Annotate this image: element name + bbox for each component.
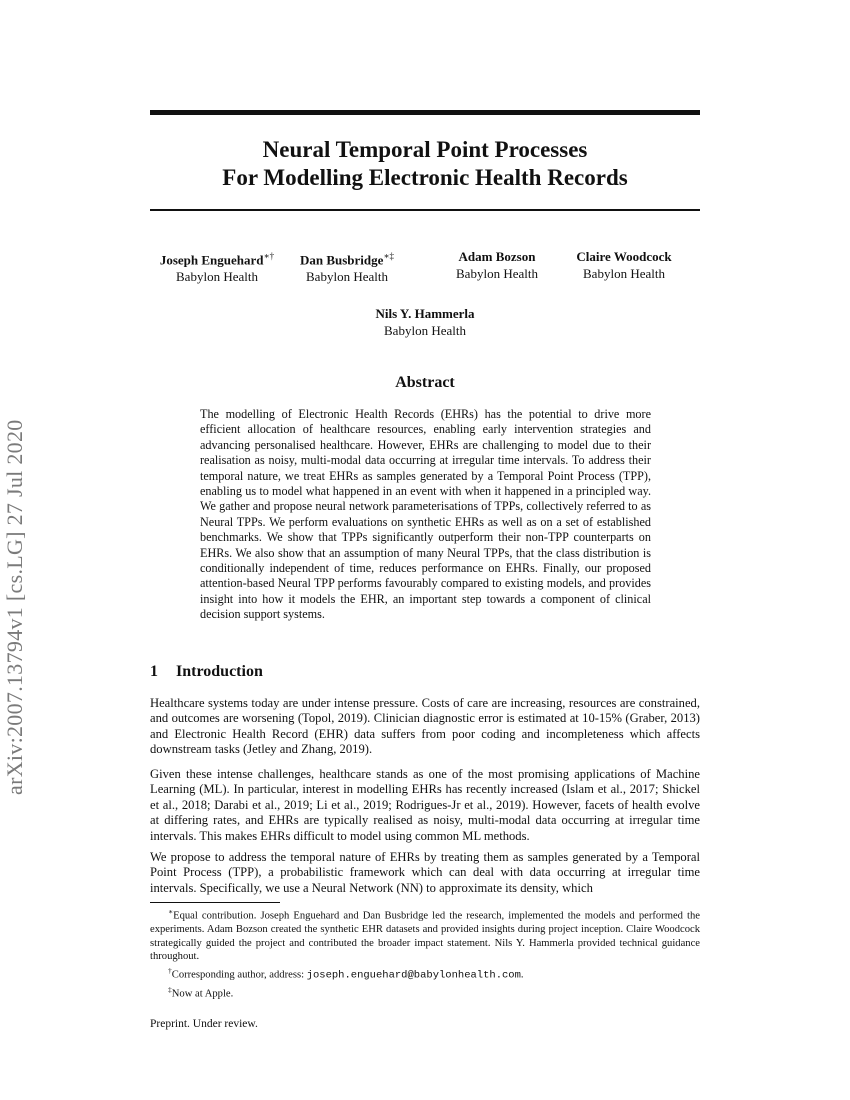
title-bottom-rule: [150, 209, 700, 211]
footnote-corresponding-author: [150, 964, 700, 983]
footnote-equal-contribution: [150, 905, 700, 964]
footnote-text: Now at Apple.: [171, 988, 234, 1000]
author-name: Dan Busbridge: [299, 252, 384, 268]
title-line-1: Neural Temporal Point Processes: [262, 137, 588, 162]
intro-paragraph-1: Healthcare systems today are under intense pressure. Costs of care are increasing, resources are constrained, and outcomes are worsening (Topol, 2019). Clinician diagnostic error is estimated at 10-15% (Graber, 2013) and Electronic Health Record (EHR) data suffers from poor coding and incompleteness which affects downstream tasks (Jetley and Zhang, 2019).: [150, 696, 700, 757]
paper-title: [150, 136, 700, 192]
author-marks: ∗‡: [383, 251, 395, 261]
author-affiliation: Babylon Health: [384, 323, 466, 338]
author-marks: ∗†: [263, 251, 275, 261]
footnote-mark: ‡: [168, 985, 172, 995]
abstract-text: The modelling of Electronic Health Records (EHRs) has the potential to drive more efficient allocation of healthcare resources, enabling early intervention strategies and advancing personalised healthcare. However, EHRs are challenging to model due to their realisation as noisy, multi-modal data occurring at irregular time intervals. To address their temporal nature, we treat EHRs as samples generated by a Temporal Point Process (TPP), enabling us to model what happened in an event with when it happened in a principled way. We gather and propose neural network parameterisations of TPPs, collectively referred to as Neural TPPs. We perform evaluations on synthetic EHRs as well as on a set of established benchmarks. We show that TPPs significantly outperform their non-TPP counterparts on EHRs. We also show that an assumption of many Neural TPPs, that the class distribution is conditionally independent of time, reduces performance on EHRs. Finally, our proposed attention-based Neural TPP performs favourably compared to existing models, and provides insight into how it models the EHR, an important step towards a component of clinical decision support systems.: [200, 407, 651, 622]
footnote-rule: [150, 902, 280, 903]
footnotes: [150, 905, 700, 1001]
preprint-note: Preprint. Under review.: [150, 1018, 258, 1030]
author-1: [142, 248, 292, 285]
author-5: [350, 305, 500, 339]
section-number: 1: [150, 663, 158, 680]
author-name: Claire Woodcock: [576, 249, 672, 264]
footnote-email: joseph.enguehard@babylonhealth.com: [306, 969, 521, 982]
intro-paragraph-3: We propose to address the temporal nature of EHRs by treating them as samples generated by a Temporal Point Process (TPP), a probabilistic framework which can deal with data occurring at irregular time intervals. Specifically, we use a Neural Network (NN) to approximate its density, which: [150, 850, 700, 895]
author-affiliation: Babylon Health: [583, 266, 665, 281]
footnote-now-at-apple: [150, 983, 700, 1001]
footnote-mark: ∗: [168, 907, 174, 916]
author-name: Nils Y. Hammerla: [375, 306, 475, 321]
footnote-end: .: [520, 969, 524, 981]
abstract-heading: Abstract: [395, 374, 455, 391]
author-affiliation: Babylon Health: [176, 269, 258, 285]
intro-paragraph-2: Given these intense challenges, healthcare stands as one of the most promising applications of Machine Learning (ML). In particular, interest in modelling EHRs has recently increased (Islam et al., 2017; Shickel et al., 2018; Darabi et al., 2019; Li et al., 2019; Rodrigues-Jr et al., 2019). However, facets of health evolve at differing rates, and EHRs are typically realised as noisy, multi-modal data occurring at irregular time intervals. This makes EHRs difficult to model using common ML methods.: [150, 767, 700, 843]
author-name: Joseph Enguehard: [159, 252, 264, 268]
author-name: Adam Bozson: [458, 249, 536, 264]
title-line-2: For Modelling Electronic Health Records: [222, 165, 628, 190]
author-2: [272, 248, 422, 285]
section-heading: [150, 663, 700, 681]
section-title: Introduction: [176, 663, 263, 680]
author-affiliation: Babylon Health: [456, 266, 538, 281]
footnote-mark: †: [168, 965, 172, 975]
footnote-text: Equal contribution. Joseph Enguehard and Dan Busbridge led the research, implemented the models and performed the experiments. Adam Bozson created the synthetic EHR datasets and provided insights during project inception. Claire Woodcock strategically guided the project and contributed the broader impact statement. Nils Y. Hammerla provided technical guidance throughout.: [150, 910, 700, 963]
author-affiliation: Babylon Health: [306, 269, 388, 285]
footnote-text: Corresponding author, address:: [171, 969, 307, 981]
author-4: [549, 248, 699, 282]
arxiv-stamp: arXiv:2007.13794v1 [cs.LG] 27 Jul 2020: [2, 419, 27, 795]
title-top-rule: [150, 110, 700, 115]
